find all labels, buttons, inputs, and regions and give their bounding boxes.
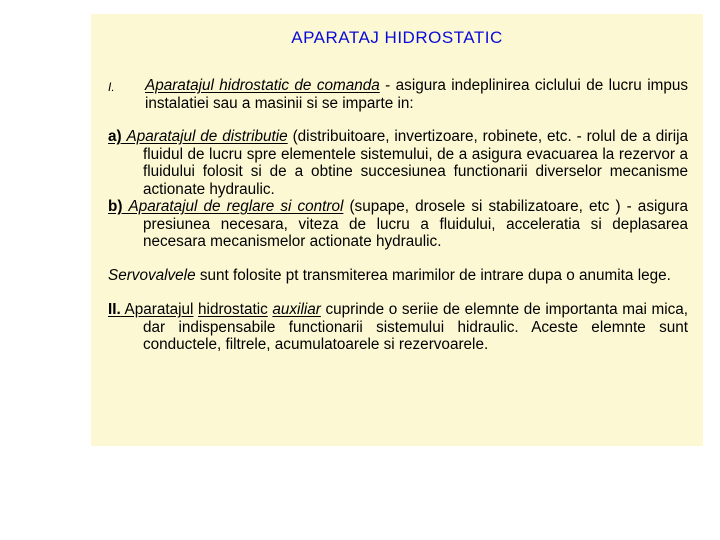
- section-2-numeral: II.: [108, 301, 121, 318]
- section-2-paragraph: [108, 301, 688, 354]
- item-b-paragraph: [108, 198, 688, 251]
- item-b-text: (supape, drosele si stabilizatoare, etc ) - asigura presiunea necesara, viteza de lucru a fluidului, acceleratia si deplasarea necesara mecanismelor actionate hydraulic.: [143, 198, 688, 250]
- section-1-heading: Aparatajul hidrostatic de comanda: [145, 77, 380, 94]
- item-a-label: a): [108, 128, 122, 145]
- section-2-heading-2: hidrostatic: [198, 301, 268, 318]
- section-2-heading-1: Aparatajul: [124, 301, 194, 318]
- item-b-label-underline: [108, 198, 343, 215]
- item-b-heading: Aparatajul de reglare si control: [128, 198, 344, 215]
- section-2-heading-underline: [108, 301, 193, 318]
- item-a-label-underline: [108, 128, 288, 145]
- section-2-text: cuprinde o seriie de elemnte de importanta mai mica, dar indispensabile functionarii sistemului hidraulic. Aceste elemnte sunt conductele, filtrele, acumulatoarele si rezervoarele.: [143, 301, 689, 353]
- item-b-label: b): [108, 198, 123, 215]
- item-a-paragraph: [108, 128, 688, 198]
- page-title: APARATAJ HIDROSTATIC: [291, 28, 503, 47]
- item-a-text: (distribuitoare, invertizoare, robinete, etc. - rolul de a dirija fluidul de lucru spre elementele sistemului, de a asigura evacuarea la rezervor a fluidului folosit si de a obtine succesiunea functionarii diverselor mecanisme actionate hydraulic.: [143, 128, 689, 198]
- slide-content: [108, 77, 688, 354]
- section-1-numeral: I.: [108, 80, 115, 94]
- section-1: [108, 77, 688, 112]
- section-1-text: - asigura indeplinirea ciclului de lucru impus instalatiei sau a masinii si se imparte in:: [145, 77, 688, 112]
- item-a-heading: Aparatajul de distributie: [126, 128, 288, 145]
- servo-paragraph: [108, 267, 688, 285]
- section-2-heading-3: auxiliar: [272, 301, 321, 318]
- servo-text: sunt folosite pt transmiterea marimilor de intrare dupa o anumita lege.: [195, 266, 671, 284]
- servo-term: Servovalvele: [108, 266, 196, 284]
- slide-panel: [91, 14, 703, 446]
- section-1-paragraph: [145, 77, 688, 112]
